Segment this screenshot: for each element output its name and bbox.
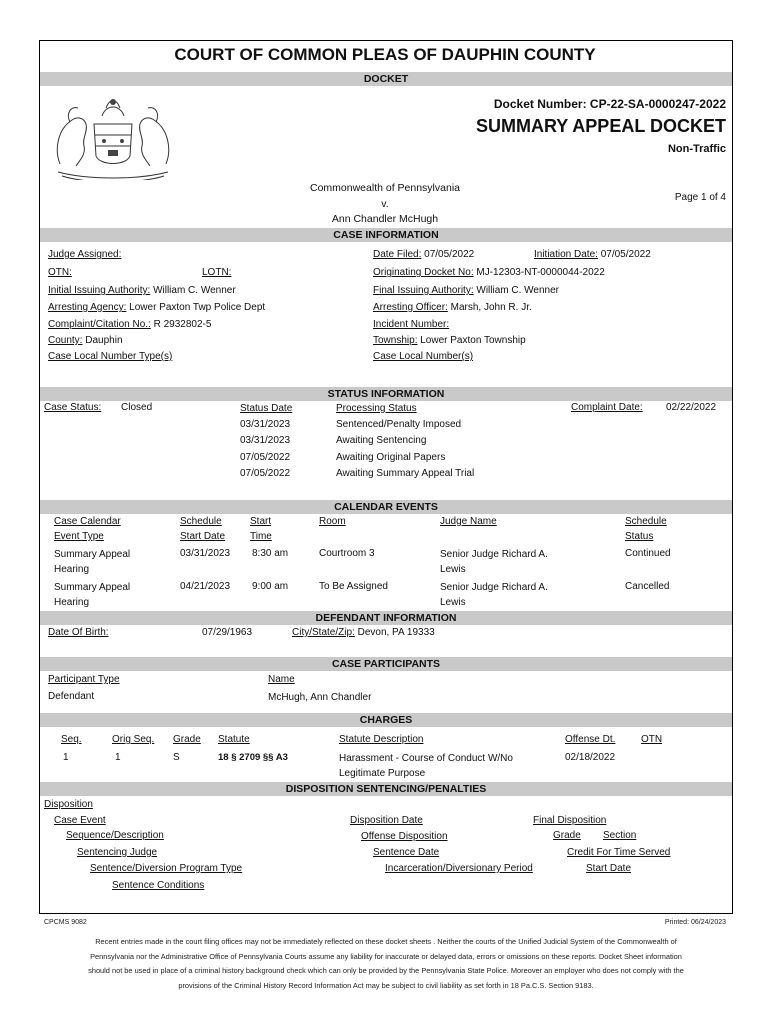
case-status-label: Case Status: xyxy=(44,402,102,413)
offense-disposition-label: Offense Disposition xyxy=(361,831,448,842)
township: Township: Lower Paxton Township xyxy=(373,335,526,346)
processing-status: Awaiting Original Papers xyxy=(336,452,446,463)
date-filed: Date Filed: 07/05/2022 xyxy=(373,249,475,260)
lotn-label: LOTN: xyxy=(202,267,232,278)
calendar-room: To Be Assigned xyxy=(319,581,388,592)
complaint-date-label: Complaint Date: xyxy=(571,402,643,413)
calendar-header-status: Schedule xyxy=(625,516,667,527)
disclaimer-notice: Recent entries made in the court filing offices may not be immediately reflected on these docket sheets . Neither the courts of the Unified Judicial System of the Commonwealth of Pennsylvania nor the Administrative Office of Pennsylvania Courts assume any liability for inaccurate or delayed data, errors or omissions on these reports. Docket Sheet information should not be used in place of a criminal history background check which can only be provided by the Pennsylvania State Police. Moreover an employer who does not comply with the provisions of the Criminal History Record Information Act may be subject to civil liability as set forth in 18 Pa.C.S. Section 9183. xyxy=(88,937,684,990)
calendar-judge: Lewis xyxy=(440,564,466,575)
calendar-schedule-status: Continued xyxy=(625,548,671,559)
calendar-event-type: Hearing xyxy=(54,597,90,608)
initial-issuing-authority: Initial Issuing Authority: William C. Wenner xyxy=(48,285,236,296)
charges-header-grade: Grade xyxy=(173,734,201,745)
disposition-sentencing-bar: DISPOSITION SENTENCING/PENALTIES xyxy=(40,782,732,796)
calendar-room: Courtroom 3 xyxy=(319,548,375,559)
calendar-start-time: 8:30 am xyxy=(252,548,289,559)
arresting-agency: Arresting Agency: Lower Paxton Twp Police Dept xyxy=(48,302,266,313)
calendar-judge: Senior Judge Richard A. xyxy=(440,549,548,560)
calendar-start-time: 9:00 am xyxy=(252,581,289,592)
court-title: COURT OF COMMON PLEAS OF DAUPHIN COUNTY xyxy=(174,45,596,64)
calendar-judge: Senior Judge Richard A. xyxy=(440,582,548,593)
calendar-start-date: 03/31/2023 xyxy=(180,548,231,559)
sentencing-judge-label: Sentencing Judge xyxy=(77,847,158,858)
calendar-header-judge: Judge Name xyxy=(440,516,497,527)
calendar-header-type: Case Calendar xyxy=(54,516,121,527)
grade-label: Grade xyxy=(553,830,581,841)
calendar-event-type: Summary Appeal xyxy=(54,582,131,593)
case-event-label: Case Event xyxy=(54,815,106,826)
case-information-bar: CASE INFORMATION xyxy=(40,228,732,242)
incarceration-period-label: Incarceration/Diversionary Period xyxy=(385,863,533,874)
originating-docket: Originating Docket No: MJ-12303-NT-0000044-2022 xyxy=(373,267,605,278)
calendar-header-status: Status xyxy=(625,531,654,542)
docket-bar: DOCKET xyxy=(40,72,732,86)
judge-assigned-label: Judge Assigned: xyxy=(48,249,122,260)
sequence-description-label: Sequence/Description xyxy=(66,830,164,841)
calendar-schedule-status: Cancelled xyxy=(625,581,670,592)
charge-description: Harassment - Course of Conduct W/No xyxy=(339,753,513,764)
calendar-events-bar: CALENDAR EVENTS xyxy=(40,500,732,514)
calendar-header-date: Schedule xyxy=(180,516,222,527)
otn-label: OTN: xyxy=(48,267,72,278)
printed-date: Printed: 06/24/2023 xyxy=(664,919,726,926)
charges-header-seq: Seq. xyxy=(61,734,82,745)
charge-statute: 18 § 2709 §§ A3 xyxy=(218,752,288,763)
docket-subtype: Non-Traffic xyxy=(667,143,726,155)
participant-name-label: Name xyxy=(268,674,295,685)
calendar-header-type: Event Type xyxy=(54,531,104,542)
disposition-date-label: Disposition Date xyxy=(350,815,423,826)
charge-grade: S xyxy=(173,752,180,763)
calendar-header-time: Time xyxy=(250,531,272,542)
charges-bar: CHARGES xyxy=(40,713,732,727)
docket-number: Docket Number: CP-22-SA-0000247-2022 xyxy=(493,97,726,111)
calendar-judge: Lewis xyxy=(440,597,466,608)
defendant-information-bar: DEFENDANT INFORMATION xyxy=(40,611,732,625)
incident-number-label: Incident Number: xyxy=(373,319,450,330)
calendar-header-time: Start xyxy=(250,516,272,527)
charges-header-description: Statute Description xyxy=(339,734,424,745)
processing-status: Awaiting Summary Appeal Trial xyxy=(336,468,475,479)
complaint-date: 02/22/2022 xyxy=(666,402,717,413)
case-status: Closed xyxy=(121,402,153,413)
caption-defendant: Ann Chandler McHugh xyxy=(331,213,439,225)
page-number: Page 1 of 4 xyxy=(674,192,726,203)
caption-plaintiff: Commonwealth of Pennsylvania xyxy=(310,182,460,194)
charges-header-statute: Statute xyxy=(218,734,250,745)
processing-status: Awaiting Sentencing xyxy=(336,435,427,446)
charges-header-offense-date: Offense Dt. xyxy=(565,734,616,745)
sentence-date-label: Sentence Date xyxy=(373,847,440,858)
credit-time-served-label: Credit For Time Served xyxy=(567,847,671,858)
case-local-number-type-label: Case Local Number Type(s) xyxy=(48,351,173,362)
processing-status: Sentenced/Penalty Imposed xyxy=(336,419,462,430)
charge-offense-date: 02/18/2022 xyxy=(565,752,616,763)
charges-header-otn: OTN xyxy=(641,734,663,745)
caption-versus: v. xyxy=(381,198,389,210)
status-date: 07/05/2022 xyxy=(240,468,291,479)
status-date-label: Status Date xyxy=(240,403,293,414)
dob: 07/29/1963 xyxy=(202,627,253,638)
arresting-officer: Arresting Officer: Marsh, John R. Jr. xyxy=(373,302,532,313)
participant-name: McHugh, Ann Chandler xyxy=(268,692,372,703)
participant-type-label: Participant Type xyxy=(48,674,120,685)
calendar-start-date: 04/21/2023 xyxy=(180,581,231,592)
calendar-event-type: Summary Appeal xyxy=(54,549,131,560)
charge-description: Legitimate Purpose xyxy=(339,768,426,779)
charge-seq: 1 xyxy=(63,752,69,763)
calendar-event-type: Hearing xyxy=(54,564,90,575)
status-date: 03/31/2023 xyxy=(240,419,291,430)
participant-type: Defendant xyxy=(48,691,95,702)
disposition-label: Disposition xyxy=(44,799,93,810)
initiation-date: Initiation Date: 07/05/2022 xyxy=(534,249,651,260)
final-disposition-label: Final Disposition xyxy=(533,815,607,826)
dob-label: Date Of Birth: xyxy=(48,627,109,638)
complaint-citation: Complaint/Citation No.: R 2932802-5 xyxy=(48,319,212,330)
status-date: 07/05/2022 xyxy=(240,452,291,463)
final-issuing-authority: Final Issuing Authority: William C. Wenner xyxy=(373,285,559,296)
county: County: Dauphin xyxy=(48,335,123,346)
case-participants-bar: CASE PARTICIPANTS xyxy=(40,657,732,671)
calendar-header-room: Room xyxy=(319,516,346,527)
charges-header-orig-seq: Orig Seq. xyxy=(112,734,155,745)
status-date: 03/31/2023 xyxy=(240,435,291,446)
case-local-number-label: Case Local Number(s) xyxy=(373,351,474,362)
form-number: CPCMS 9082 xyxy=(44,919,87,926)
status-information-bar: STATUS INFORMATION xyxy=(40,387,732,401)
start-date-label: Start Date xyxy=(586,863,632,874)
section-label: Section xyxy=(603,830,637,841)
pennsylvania-seal-icon xyxy=(48,94,178,180)
calendar-header-date: Start Date xyxy=(180,531,226,542)
city-state-zip: City/State/Zip: Devon, PA 19333 xyxy=(292,627,435,638)
sentence-program-type-label: Sentence/Diversion Program Type xyxy=(90,863,243,874)
sentence-conditions-label: Sentence Conditions xyxy=(112,880,205,891)
docket-type: SUMMARY APPEAL DOCKET xyxy=(475,116,726,136)
charge-orig-seq: 1 xyxy=(115,752,121,763)
processing-status-label: Processing Status xyxy=(336,403,417,414)
